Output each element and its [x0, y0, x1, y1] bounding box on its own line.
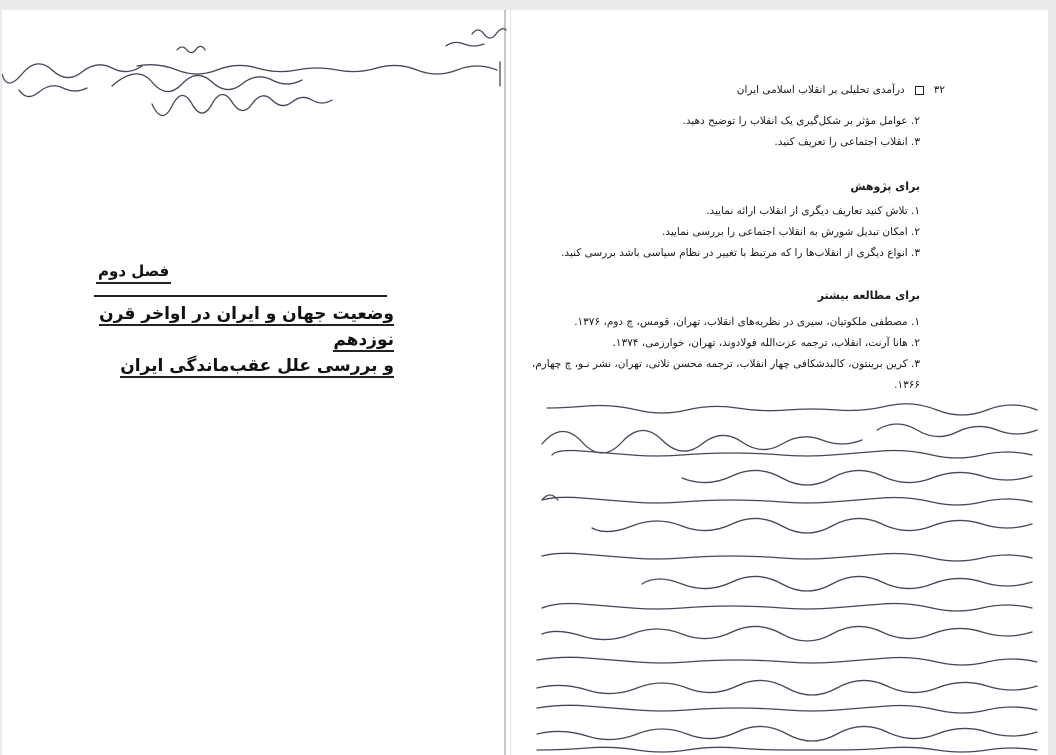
- reading-item-3: ۳. کرین برینتون، کالبدشکافی چهار انقلاب، ترجمه محسن ثلاثی، تهران، نشر نـو، چ چهارم،: [531, 358, 920, 370]
- question-3: ۳. انقلاب اجتماعی را تعریف کنید.: [774, 136, 920, 148]
- handwriting-left-top: [2, 29, 506, 116]
- research-heading: برای پژوهش: [850, 180, 920, 193]
- chapter-title: [94, 301, 394, 379]
- research-item-3: ۳. انواع دیگری از انقلاب‌ها را که مرتبط با تغییر در نظام سیاسی باشد بررسی کنید.: [561, 247, 920, 259]
- running-header: [737, 84, 945, 96]
- reading-item-2: ۲. هانا آرنت، انقلاب، ترجمه عزت‌الله فولادوند، تهران، خوارزمی، ۱۳۷۴.: [612, 337, 920, 349]
- question-2: ۲. عوامل مؤثر بر شکل‌گیری یک انقلاب را توضیح دهید.: [682, 115, 920, 127]
- running-title: درآمدی تحلیلی بر انقلاب اسلامی ایران: [736, 84, 905, 96]
- handwriting-right-bottom: [537, 404, 1037, 752]
- page-number: ۳۲: [933, 84, 945, 96]
- reading-item-1: ۱. مصطفی ملکوتیان، سیری در نظریه‌های انقلاب، تهران، قومس، چ دوم، ۱۳۷۶.: [574, 316, 920, 328]
- research-item-2: ۲. امکان تبدیل شورش به انقلاب اجتماعی را بررسی نمایید.: [661, 226, 920, 238]
- chapter-rule: [94, 295, 387, 297]
- chapter-label: فصل دوم: [96, 262, 171, 284]
- reading-item-3-cont: ۱۳۶۶.: [894, 379, 920, 391]
- research-item-1: ۱. تلاش کنید تعاریف دیگری از انقلاب ارائه نمایید.: [706, 205, 920, 217]
- chapter-title-line-2: و بررسی علل عقب‌ماندگی ایران: [120, 356, 394, 376]
- header-square-icon: [915, 86, 924, 95]
- book-spine-shadow: [510, 10, 511, 755]
- chapter-title-line-1: وضعیت جهان و ایران در اواخر قرن نوزدهم: [99, 304, 394, 350]
- reading-heading: برای مطالعه بیشتر: [817, 289, 920, 302]
- scanned-spread: [2, 10, 1048, 755]
- book-spine: [504, 10, 506, 755]
